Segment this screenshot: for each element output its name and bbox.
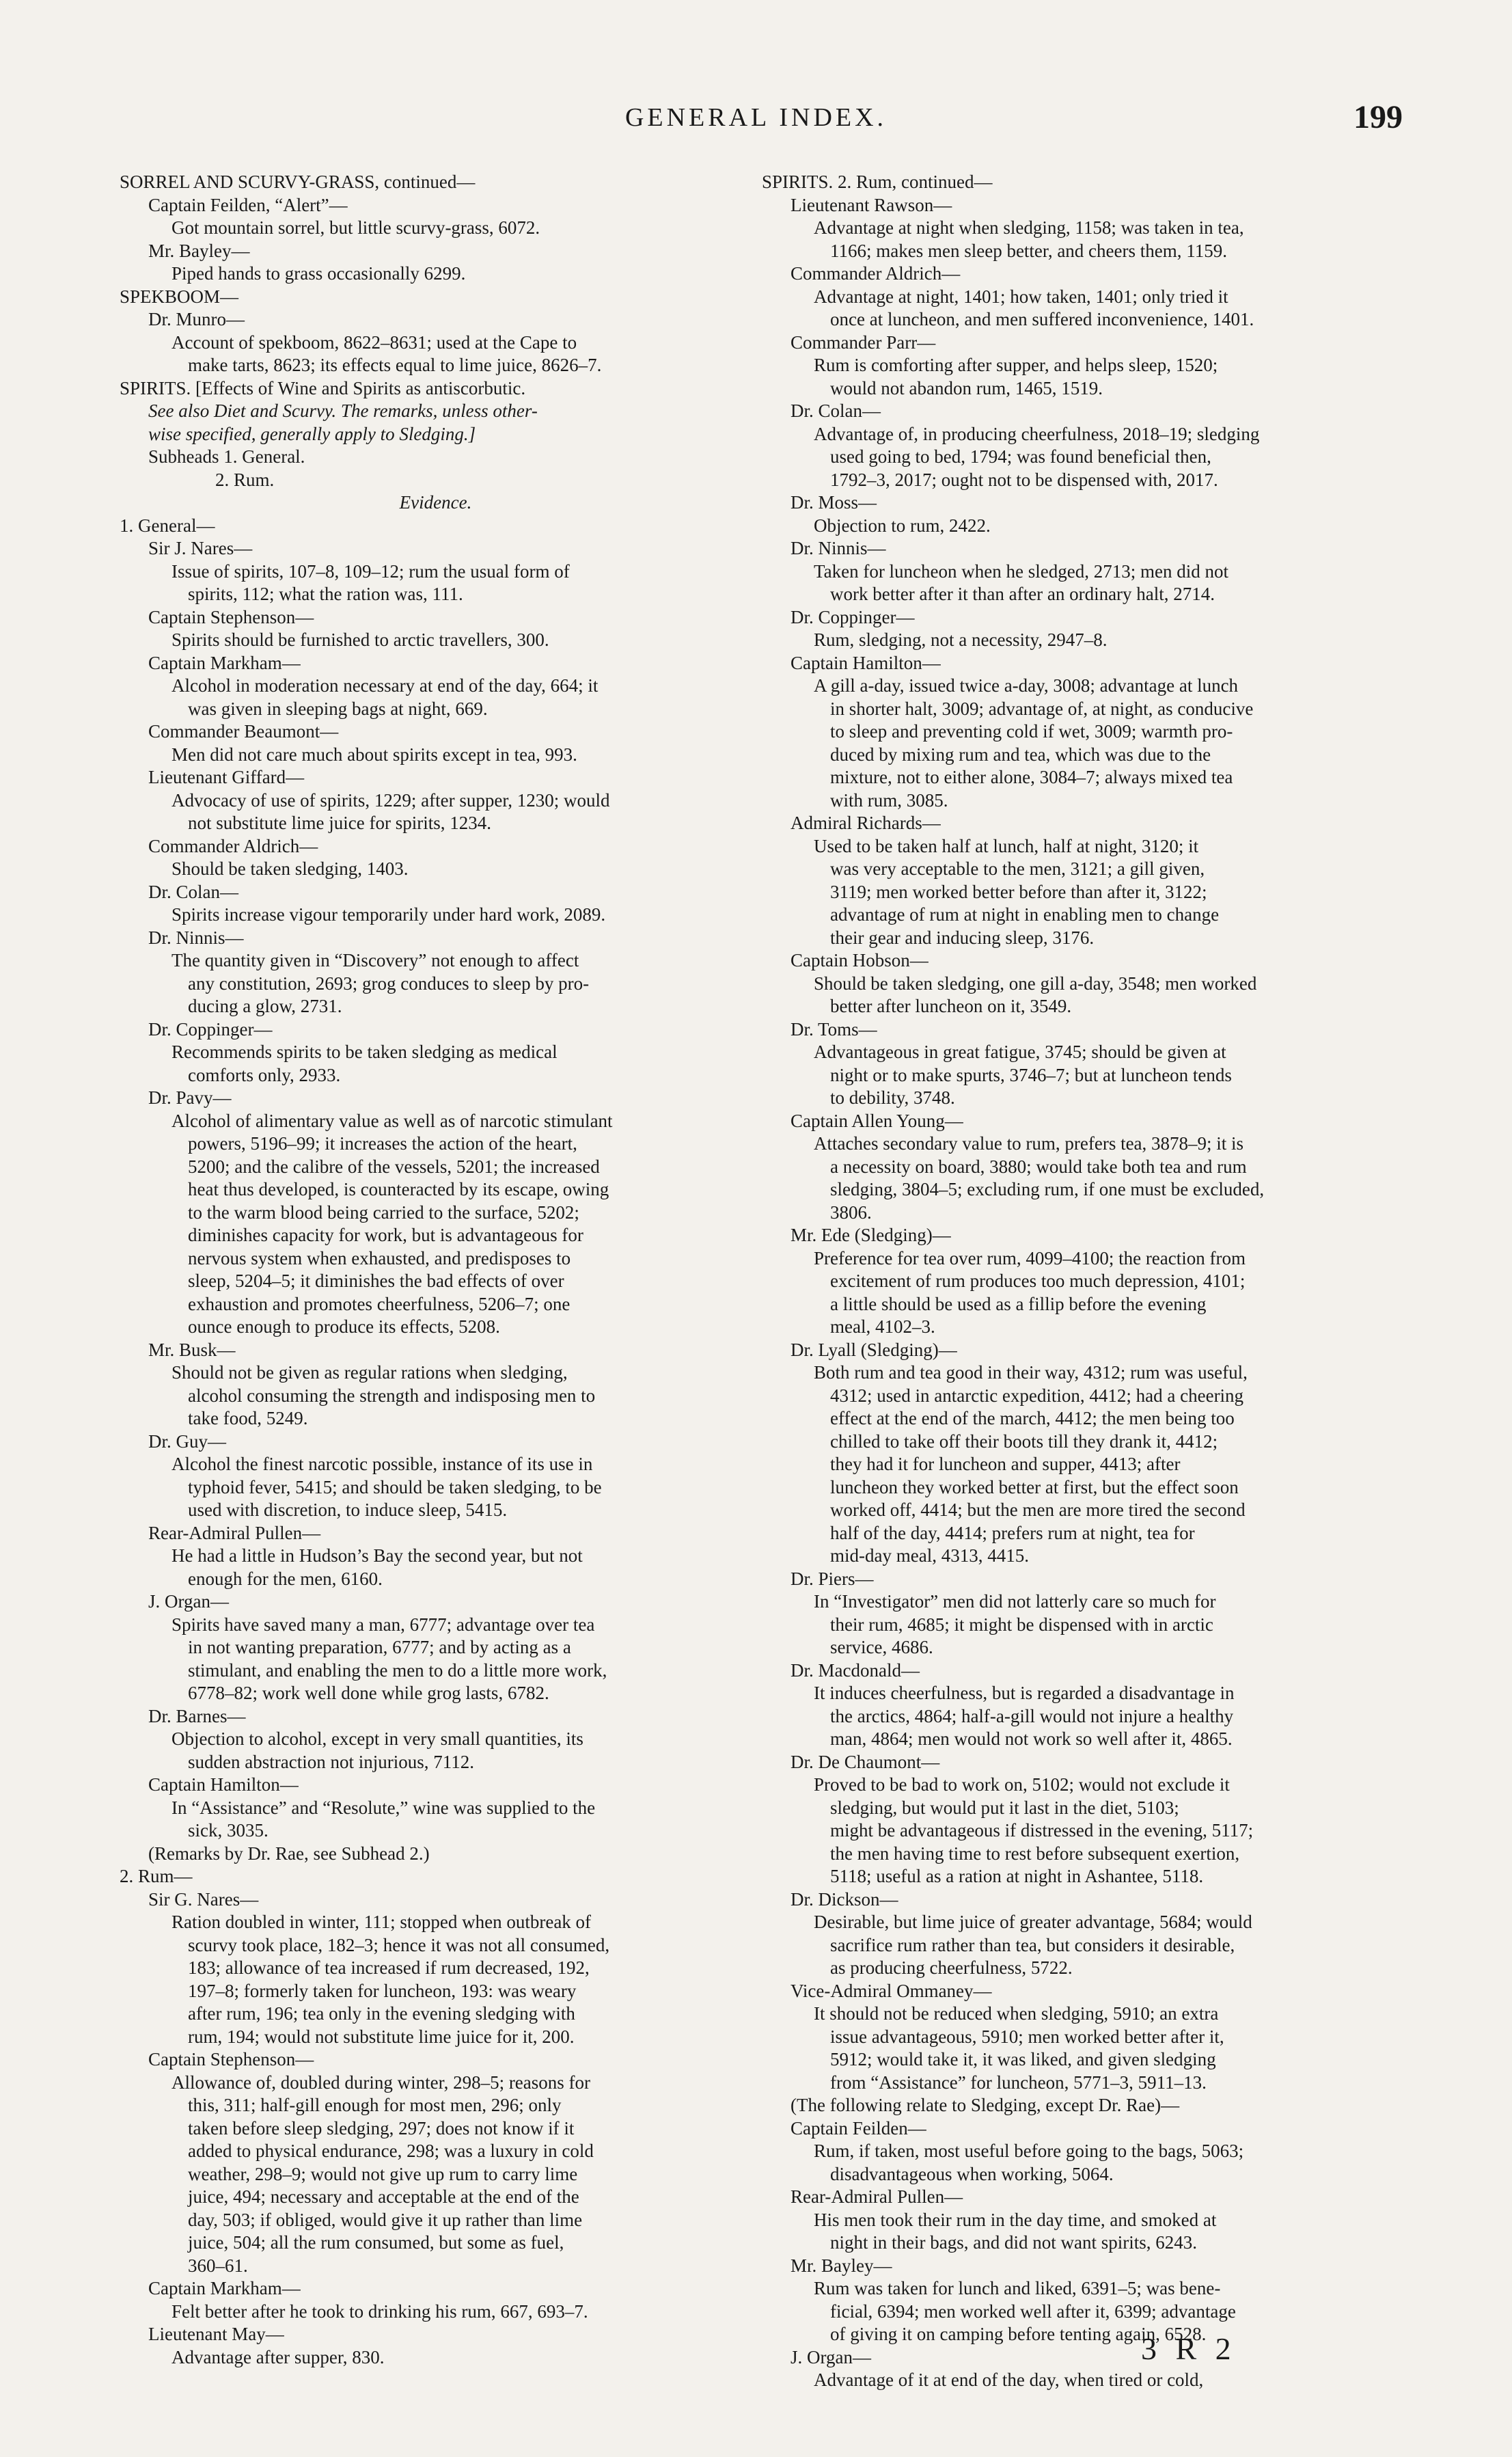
index-witness: Dr. Lyall (Sledging)— (791, 1339, 957, 1360)
index-entry: His men took their rum in the day time, and smoked at (814, 2209, 1217, 2230)
index-entry-continuation: in not wanting preparation, 6777; and by acting as a (188, 1637, 571, 1657)
index-entry: It should not be reduced when sledging, 5910; an extra (814, 2003, 1219, 2024)
index-entry-continuation: take food, 5249. (188, 1408, 308, 1428)
index-note: See also Diet and Scurvy. The remarks, unless other- (148, 401, 538, 421)
index-entry-continuation: mixture, not to either alone, 3084–7; always mixed tea (830, 767, 1233, 787)
index-entry-continuation: after rum, 196; tea only in the evening sledging with (188, 2003, 575, 2024)
index-witness: Captain Markham— (148, 652, 301, 673)
index-entry: Advocacy of use of spirits, 1229; after supper, 1230; would (171, 789, 610, 811)
index-witness: Dr. Pavy— (148, 1087, 232, 1108)
index-entry: Advantage after supper, 830. (171, 2346, 385, 2367)
index-entry-continuation: was very acceptable to the men, 3121; a gill given, (830, 858, 1205, 879)
index-entry-continuation: luncheon they worked better at first, but the effect soon (830, 1476, 1239, 1497)
index-entry: Got mountain sorrel, but little scurvy-grass, 6072. (171, 217, 540, 238)
index-entry: He had a little in Hudson’s Bay the second year, but not (171, 1545, 583, 1566)
index-entry-continuation: sacrifice rum rather than tea, but considers it desirable, (830, 1934, 1235, 1955)
index-witness: Mr. Ede (Sledging)— (791, 1225, 951, 1245)
index-entry-continuation: 1166; makes men sleep better, and cheers them, 1159. (830, 240, 1227, 261)
index-entry-continuation: 5912; would take it, it was liked, and given sledging (830, 2049, 1216, 2069)
index-entry-continuation: with rum, 3085. (830, 789, 948, 811)
index-note: wise specified, generally apply to Sledging.] (148, 423, 476, 444)
index-entry-continuation: nervous system when exhausted, and predisposes to (188, 1247, 571, 1268)
index-entry: Advantageous in great fatigue, 3745; should be given at (814, 1042, 1226, 1062)
index-entry-continuation: stimulant, and enabling the men to do a little more work, (188, 1659, 607, 1681)
index-heading: SPIRITS. [Effects of Wine and Spirits as antiscorbutic. (120, 377, 526, 398)
index-witness: Commander Aldrich— (148, 835, 318, 856)
index-witness: Admiral Richards— (791, 813, 941, 833)
index-entry: Used to be taken half at lunch, half at night, 3120; it (814, 835, 1199, 856)
index-entry-continuation: to debility, 3748. (830, 1087, 955, 1108)
index-entry-continuation: the men having time to rest before subsequent exertion, (830, 1843, 1240, 1864)
index-entry-continuation: 5118; useful as a ration at night in Ashantee, 5118. (830, 1866, 1204, 1886)
index-entry-continuation: they had it for luncheon and supper, 4413; after (830, 1454, 1181, 1474)
index-entry-continuation: juice, 494; necessary and acceptable at the end of the (188, 2186, 579, 2207)
index-entry: The quantity given in “Discovery” not enough to affect (171, 950, 579, 970)
index-entry-continuation: a necessity on board, 3880; would take both tea and rum (830, 1156, 1247, 1177)
index-entry: Allowance of, doubled during winter, 298–5; reasons for (171, 2072, 591, 2093)
index-entry: Desirable, but lime juice of greater advantage, 5684; would (814, 1912, 1252, 1932)
index-entry: Attaches secondary value to rum, prefers tea, 3878–9; it is (814, 1133, 1244, 1154)
index-entry-continuation: night in their bags, and did not want spirits, 6243. (830, 2232, 1197, 2253)
index-witness: Captain Stephenson— (148, 606, 314, 627)
index-entry: Spirits increase vigour temporarily under hard work, 2089. (171, 904, 606, 925)
index-witness: Rear-Admiral Pullen— (791, 2186, 963, 2207)
index-entry-continuation: duced by mixing rum and tea, which was due to the (830, 744, 1211, 765)
index-entry-continuation: 360–61. (188, 2255, 248, 2276)
index-entry: Preference for tea over rum, 4099–4100; the reaction from (814, 1247, 1246, 1268)
index-entry: Should be taken sledging, 1403. (171, 858, 409, 879)
index-entry: Felt better after he took to drinking his rum, 667, 693–7. (171, 2300, 588, 2322)
index-entry-continuation: might be advantageous if distressed in the evening, 5117; (830, 1820, 1254, 1841)
index-witness: Dr. Moss— (791, 492, 877, 513)
index-witness: Mr. Bayley— (148, 240, 250, 261)
index-entry-continuation: disadvantageous when working, 5064. (830, 2163, 1114, 2184)
index-witness: Captain Hobson— (791, 950, 929, 970)
index-witness: Captain Allen Young— (791, 1110, 963, 1131)
index-heading: SORREL AND SCURVY-GRASS, continued— (120, 172, 476, 192)
page-header (0, 99, 1512, 150)
index-entry-continuation: enough for the men, 6160. (188, 1568, 383, 1589)
index-entry-continuation: of giving it on camping before tenting again, 6528. (830, 2324, 1207, 2344)
index-entry: Alcohol of alimentary value as well as of narcotic stimulant (171, 1110, 613, 1131)
index-witness: (The following relate to Sledging, except Dr. Rae)— (791, 2095, 1180, 2115)
index-entry-continuation: 5200; and the calibre of the vessels, 5201; the increased (188, 1156, 600, 1177)
index-entry: Spirits should be furnished to arctic travellers, 300. (171, 629, 549, 650)
index-entry: Both rum and tea good in their way, 4312; rum was useful, (814, 1362, 1248, 1383)
index-witness: Dr. De Chaumont— (791, 1751, 940, 1772)
index-entry-continuation: heat thus developed, is counteracted by its escape, owing (188, 1179, 609, 1199)
index-section-label: Evidence. (399, 492, 472, 513)
index-witness: Captain Feilden, “Alert”— (148, 194, 348, 215)
index-witness: Sir J. Nares— (148, 538, 253, 558)
index-entry-continuation: sledging, 3804–5; excluding rum, if one must be excluded, (830, 1179, 1265, 1199)
index-witness: Captain Stephenson— (148, 2049, 314, 2069)
index-entry-continuation: was given in sleeping bags at night, 669. (188, 698, 488, 719)
index-entry-continuation: used going to bed, 1794; was found beneficial then, (830, 446, 1211, 467)
index-entry: In “Investigator” men did not latterly care so much for (814, 1591, 1216, 1612)
index-entry: Alcohol in moderation necessary at end of the day, 664; it (171, 675, 599, 696)
index-entry-continuation: issue advantageous, 5910; men worked better after it, (830, 2026, 1224, 2047)
index-entry-continuation: alcohol consuming the strength and indisposing men to (188, 1385, 596, 1406)
index-entry-continuation: from “Assistance” for luncheon, 5771–3, 5911–13. (830, 2072, 1207, 2093)
index-heading: 2. Rum— (120, 1866, 193, 1886)
running-title: GENERAL INDEX. (624, 103, 888, 132)
index-witness: Sir G. Nares— (148, 1888, 259, 1910)
index-witness: Dr. Coppinger— (148, 1018, 273, 1040)
index-witness: Vice-Admiral Ommaney— (791, 1980, 992, 2001)
index-entry: Rum is comforting after supper, and helps sleep, 1520; (814, 355, 1218, 375)
index-witness: Captain Feilden— (791, 2117, 926, 2139)
index-entry-continuation: exhaustion and promotes cheerfulness, 5206–7; one (188, 1293, 571, 1314)
index-entry-continuation: sledging, but would put it last in the diet, 5103; (830, 1797, 1179, 1818)
index-entry-continuation: 1792–3, 2017; ought not to be dispensed with, 2017. (830, 469, 1218, 490)
index-entry-continuation: effect at the end of the march, 4412; the men being too (830, 1408, 1235, 1428)
index-entry-continuation: their rum, 4685; it might be dispensed with in arctic (830, 1614, 1213, 1635)
index-entry: Piped hands to grass occasionally 6299. (171, 263, 466, 284)
index-entry: Advantage of, in producing cheerfulness, 2018–19; sledging (814, 423, 1260, 444)
index-entry-continuation: to the warm blood being carried to the surface, 5202; (188, 1202, 579, 1223)
index-entry-continuation: any constitution, 2693; grog conduces to sleep by pro- (188, 973, 590, 994)
index-witness: Dr. Macdonald— (791, 1659, 920, 1681)
index-entry-continuation: 4312; used in antarctic expedition, 4412; had a cheering (830, 1385, 1244, 1406)
index-entry-continuation: rum, 194; would not substitute lime juice for it, 200. (188, 2026, 575, 2047)
index-entry-continuation: sick, 3035. (188, 1820, 269, 1841)
index-entry: Proved to be bad to work on, 5102; would not exclude it (814, 1774, 1230, 1795)
index-entry-continuation: added to physical endurance, 298; was a luxury in cold (188, 2141, 594, 2161)
index-entry-continuation: service, 4686. (830, 1637, 933, 1657)
index-entry-continuation: weather, 298–9; would not give up rum to carry lime (188, 2163, 578, 2184)
index-witness: Mr. Bayley— (791, 2255, 892, 2276)
index-witness: Dr. Ninnis— (148, 927, 244, 948)
index-entry: Should not be given as regular rations when sledging, (171, 1362, 568, 1383)
index-entry-continuation: not substitute lime juice for spirits, 1234. (188, 813, 491, 833)
index-heading: SPEKBOOM— (120, 286, 239, 307)
index-witness: Subheads 1. General. (148, 446, 305, 467)
index-entry-continuation: chilled to take off their boots till they drank it, 4412; (830, 1430, 1218, 1452)
index-entry-continuation: day, 503; if obliged, would give it up rather than lime (188, 2209, 583, 2230)
left-column (120, 171, 752, 2369)
right-column (762, 171, 1394, 2392)
index-witness: Commander Aldrich— (791, 263, 961, 284)
index-witness: Captain Hamilton— (791, 652, 941, 673)
index-witness: J. Organ— (148, 1591, 229, 1612)
index-witness: Dr. Colan— (791, 401, 881, 421)
index-entry-continuation: as producing cheerfulness, 5722. (830, 1957, 1073, 1978)
index-entry-continuation: powers, 5196–99; it increases the action of the heart, (188, 1133, 577, 1154)
index-heading: 1. General— (120, 515, 215, 536)
index-entry-continuation: to sleep and preventing cold if wet, 3009; warmth pro- (830, 721, 1233, 742)
index-entry: Advantage at night, 1401; how taken, 1401; only tried it (814, 286, 1228, 307)
index-entry: Rum, sledging, not a necessity, 2947–8. (814, 629, 1108, 650)
index-entry-continuation: 183; allowance of tea increased if rum decreased, 192, (188, 1957, 590, 1978)
index-entry-continuation: 3119; men worked better before than after it, 3122; (830, 881, 1207, 902)
index-witness: Dr. Coppinger— (791, 606, 915, 627)
index-entry: Taken for luncheon when he sledged, 2713; men did not (814, 560, 1228, 582)
index-entry-continuation: scurvy took place, 182–3; hence it was not all consumed, (188, 1934, 610, 1955)
index-witness: Captain Markham— (148, 2278, 301, 2298)
index-witness: Dr. Barnes— (148, 1705, 246, 1726)
page-number: 199 (1353, 99, 1403, 135)
index-witness: Captain Hamilton— (148, 1774, 299, 1795)
index-entry-continuation: used with discretion, to induce sleep, 5415. (188, 1499, 508, 1520)
index-entry-continuation: 197–8; formerly taken for luncheon, 193: was weary (188, 1980, 577, 2001)
index-entry-continuation: a little should be used as a fillip before the evening (830, 1293, 1207, 1314)
index-entry: Objection to alcohol, except in very small quantities, its (171, 1728, 583, 1749)
index-witness: Lieutenant Giffard— (148, 767, 305, 787)
index-entry-continuation: once at luncheon, and men suffered inconvenience, 1401. (830, 309, 1254, 329)
index-heading: SPIRITS. 2. Rum, continued— (762, 172, 993, 192)
index-entry: A gill a-day, issued twice a-day, 3008; advantage at lunch (814, 675, 1239, 696)
index-entry-continuation: in shorter halt, 3009; advantage of, at night, as conducive (830, 698, 1254, 719)
index-entry-continuation: sleep, 5204–5; it diminishes the bad effects of over (188, 1271, 564, 1291)
index-entry-continuation: work better after it than after an ordinary halt, 2714. (830, 584, 1215, 604)
index-entry-continuation: juice, 504; all the rum consumed, but some as fuel, (188, 2232, 564, 2253)
index-entry-continuation: make tarts, 8623; its effects equal to lime juice, 8626–7. (188, 355, 602, 375)
index-entry: Advantage at night when sledging, 1158; was taken in tea, (814, 217, 1244, 238)
index-entry-continuation: diminishes capacity for work, but is advantageous for (188, 1225, 583, 1245)
index-entry-continuation: ficial, 6394; men worked well after it, 6399; advantage (830, 2300, 1236, 2322)
index-witness: Dr. Colan— (148, 881, 238, 902)
index-entry-continuation: would not abandon rum, 1465, 1519. (830, 377, 1103, 398)
index-entry-continuation: half of the day, 4414; prefers rum at night, tea for (830, 1522, 1195, 1543)
index-witness: Dr. Guy— (148, 1430, 226, 1452)
index-entry-continuation: typhoid fever, 5415; and should be taken sledging, to be (188, 1476, 602, 1497)
index-entry-continuation: 3806. (830, 1202, 872, 1223)
index-entry-continuation: this, 311; half-gill enough for most men, 296; only (188, 2095, 562, 2115)
index-entry: Issue of spirits, 107–8, 109–12; rum the usual form of (171, 560, 570, 582)
index-entry-continuation: the arctics, 4864; half-a-gill would not injure a healthy (830, 1705, 1234, 1726)
index-entry: Rum was taken for lunch and liked, 6391–5; was bene- (814, 2278, 1221, 2298)
index-entry-continuation: 6778–82; work well done while grog lasts, 6782. (188, 1683, 549, 1703)
index-witness: Commander Parr— (791, 331, 936, 353)
index-witness: Lieutenant May— (148, 2324, 284, 2344)
index-witness: (Remarks by Dr. Rae, see Subhead 2.) (148, 1843, 430, 1864)
index-entry: Ration doubled in winter, 111; stopped when outbreak of (171, 1912, 592, 1932)
index-entry-continuation: comforts only, 2933. (188, 1064, 341, 1085)
index-entry-continuation: mid-day meal, 4313, 4415. (830, 1545, 1029, 1566)
page-signature: 3 R 2 (1141, 2331, 1237, 2366)
index-witness: J. Organ— (791, 2346, 871, 2367)
index-entry: Spirits have saved many a man, 6777; advantage over tea (171, 1614, 595, 1635)
index-entry-continuation: meal, 4102–3. (830, 1316, 935, 1337)
index-entry-continuation: man, 4864; men would not work so well after it, 4865. (830, 1728, 1233, 1749)
index-entry-continuation: night or to make spurts, 3746–7; but at luncheon tends (830, 1064, 1232, 1085)
index-entry-continuation: worked off, 4414; but the men are more tired the second (830, 1499, 1246, 1520)
index-entry-continuation: taken before sleep sledging, 297; does not know if it (188, 2117, 575, 2139)
index-subhead: 2. Rum. (215, 469, 275, 490)
index-entry: Account of spekboom, 8622–8631; used at the Cape to (171, 331, 577, 353)
index-entry-continuation: ducing a glow, 2731. (188, 996, 342, 1016)
index-entry-continuation: spirits, 112; what the ration was, 111. (188, 584, 463, 604)
index-witness: Mr. Busk— (148, 1339, 236, 1360)
index-entry-continuation: ounce enough to produce its effects, 5208. (188, 1316, 500, 1337)
index-entry-continuation: sudden abstraction not injurious, 7112. (188, 1751, 474, 1772)
index-entry: Recommends spirits to be taken sledging as medical (171, 1042, 558, 1062)
index-witness: Dr. Dickson— (791, 1888, 898, 1910)
index-witness: Dr. Ninnis— (791, 538, 886, 558)
index-entry: Advantage of it at end of the day, when tired or cold, (814, 2370, 1204, 2390)
index-entry: Should be taken sledging, one gill a-day, 3548; men worked (814, 973, 1257, 994)
index-entry: Alcohol the finest narcotic possible, instance of its use in (171, 1454, 593, 1474)
index-witness: Commander Beaumont— (148, 721, 339, 742)
index-witness: Lieutenant Rawson— (791, 194, 952, 215)
index-entry-continuation: their gear and inducing sleep, 3176. (830, 927, 1095, 948)
index-witness: Rear-Admiral Pullen— (148, 1522, 321, 1543)
index-entry: It induces cheerfulness, but is regarded a disadvantage in (814, 1683, 1235, 1703)
index-entry-continuation: better after luncheon on it, 3549. (830, 996, 1072, 1016)
index-entry: Men did not care much about spirits except in tea, 993. (171, 744, 577, 765)
index-entry: Rum, if taken, most useful before going to the bags, 5063; (814, 2141, 1244, 2161)
index-entry: In “Assistance” and “Resolute,” wine was supplied to the (171, 1797, 596, 1818)
index-entry-continuation: advantage of rum at night in enabling men to change (830, 904, 1220, 925)
index-entry-continuation: excitement of rum produces too much depression, 4101; (830, 1271, 1246, 1291)
index-witness: Dr. Munro— (148, 309, 245, 329)
index-witness: Dr. Toms— (791, 1018, 877, 1040)
index-witness: Dr. Piers— (791, 1568, 874, 1589)
index-entry: Objection to rum, 2422. (814, 515, 991, 536)
